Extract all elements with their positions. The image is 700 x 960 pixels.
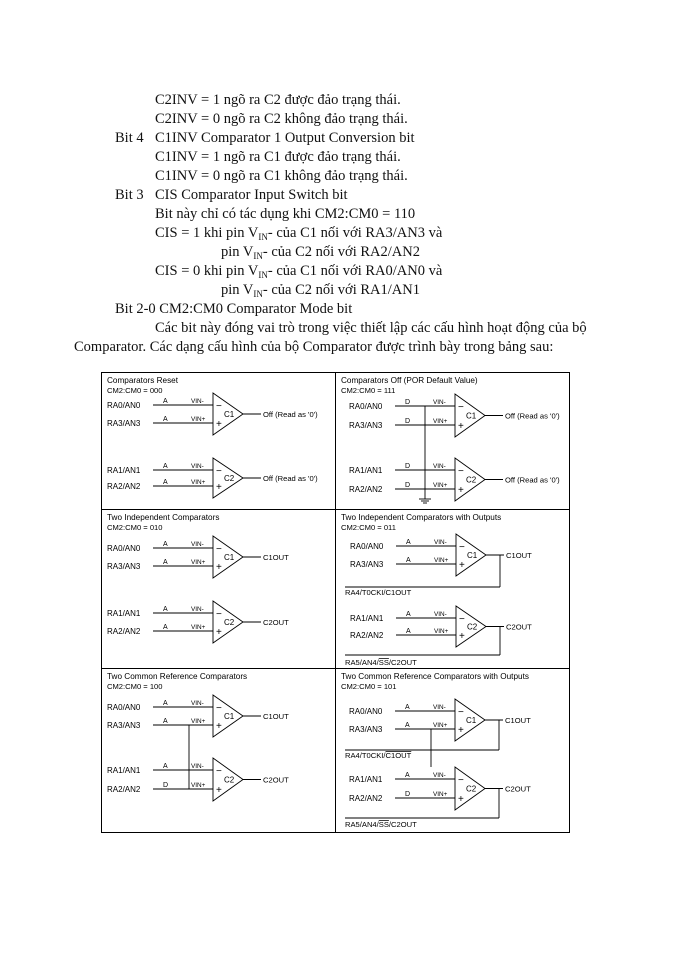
comparator-label: C2 — [224, 775, 235, 785]
vin-plus-label: VIN+ — [434, 628, 449, 635]
panel-6 — [341, 672, 531, 829]
output-label: C2OUT — [506, 622, 532, 632]
bit2-0-title: Bit 2-0 CM2:CM0 Comparator Mode bit — [115, 301, 353, 317]
output-label: C1OUT — [505, 716, 531, 725]
minus-sign: − — [459, 614, 465, 625]
cis1-line-a: CIS = 1 khi pin $V_{IN}-$ của C1 nối với RA3/AN3 và — [155, 225, 443, 242]
pin-type-label: A — [163, 541, 168, 548]
pin-type-label: A — [406, 557, 411, 564]
comparator-label: C1 — [224, 410, 235, 419]
vin-plus-label: VIN+ — [191, 718, 206, 725]
panel-title: Comparators Off (POR Default Value) — [341, 376, 478, 385]
panel-mode: CM2:CM0 = 101 — [341, 682, 397, 691]
panel-2 — [341, 376, 560, 503]
comparator-label: C2 — [224, 618, 235, 627]
vin-minus-label: VIN- — [191, 398, 204, 405]
panel-4 — [341, 513, 532, 667]
output-label: C1OUT — [263, 712, 289, 721]
paragraph-line-1: Các bit này đóng vai trò trong việc thiết lập các cấu hình hoạt động của bộ — [155, 320, 587, 336]
input-label: RA1/AN1 — [107, 609, 141, 618]
comparator-modes-figure — [101, 372, 570, 833]
input-label: RA0/AN0 — [107, 401, 141, 410]
vin-minus-label: VIN- — [433, 704, 446, 711]
comparator-label: C1 — [466, 716, 477, 725]
comparator-label: C1 — [466, 411, 477, 421]
input-label: RA0/AN0 — [349, 402, 383, 411]
vin-minus-label: VIN- — [433, 772, 446, 779]
input-label: RA1/AN1 — [349, 466, 383, 475]
input-label: RA2/AN2 — [350, 631, 384, 640]
pin-type-label: A — [163, 479, 168, 486]
c2inv-1-line: C2INV = 1 ngõ ra C2 được đảo trạng thái. — [155, 92, 401, 108]
comparator-label: C1 — [467, 551, 478, 560]
output-label: C2OUT — [263, 775, 289, 785]
input-label: RA1/AN1 — [107, 766, 141, 775]
plus-sign: + — [458, 794, 464, 805]
vin-minus-label: VIN- — [191, 606, 204, 613]
pin-type-label: A — [405, 704, 410, 711]
minus-sign: − — [459, 542, 465, 553]
minus-sign: − — [216, 466, 222, 477]
comparator-label: C2 — [466, 475, 477, 485]
minus-sign: − — [216, 766, 222, 777]
comparator-label: C1 — [224, 712, 235, 721]
vin-minus-label: VIN- — [191, 541, 204, 548]
pin-type-label: A — [163, 398, 168, 405]
pin-type-label: A — [405, 772, 410, 779]
plus-sign: + — [216, 721, 222, 732]
pin-type-label: A — [163, 463, 168, 470]
input-label: RA1/AN1 — [107, 466, 141, 475]
minus-sign: − — [216, 609, 222, 620]
bit4-label: Bit 4 — [115, 130, 144, 146]
bit3-label: Bit 3 — [115, 187, 144, 203]
minus-sign: − — [216, 401, 222, 412]
panel-5 — [107, 672, 289, 801]
pin-type-label: D — [405, 482, 411, 489]
comparator-label: C2 — [224, 474, 235, 483]
vin-plus-label: VIN+ — [434, 557, 449, 564]
pin-type-label: A — [163, 700, 168, 707]
pin-label: RA4/T0CKI/C1OUT — [345, 751, 412, 760]
output-label: Off (Read as '0') — [505, 475, 560, 485]
vin-minus-label: VIN- — [191, 763, 204, 770]
minus-sign: − — [458, 466, 464, 477]
plus-sign: + — [216, 482, 222, 493]
plus-sign: + — [216, 627, 222, 638]
panel-3 — [107, 513, 289, 643]
minus-sign: − — [458, 775, 464, 786]
panel-title: Two Independent Comparators — [107, 513, 220, 522]
vin-minus-label: VIN- — [191, 463, 204, 470]
output-label: Off (Read as '0') — [263, 474, 318, 483]
panel-mode: CM2:CM0 = 010 — [107, 523, 163, 532]
input-label: RA1/AN1 — [350, 614, 384, 623]
input-label: RA3/AN3 — [349, 725, 383, 734]
paragraph-line-2: Comparator. Các dạng cấu hình của bộ Comparator được trình bày trong bảng sau: — [74, 339, 554, 355]
vin-minus-label: VIN- — [434, 611, 447, 618]
vin-plus-label: VIN+ — [191, 624, 206, 631]
comparator-label: C2 — [467, 622, 478, 632]
pin-type-label: A — [163, 718, 168, 725]
input-label: RA1/AN1 — [349, 775, 383, 784]
pin-type-label: A — [405, 722, 410, 729]
panel-title: Comparators Reset — [107, 376, 178, 385]
input-label: RA3/AN3 — [107, 721, 141, 730]
pin-label: RA5/AN4/SS/C2OUT — [345, 820, 417, 829]
vin-plus-label: VIN+ — [191, 479, 206, 486]
input-label: RA0/AN0 — [107, 703, 141, 712]
vin-plus-label: VIN+ — [191, 416, 206, 423]
cis-note-line: Bit này chỉ có tác dụng khi CM2:CM0 = 110 — [155, 206, 416, 222]
c1inv-1-line: C1INV = 1 ngõ ra C1 được đảo trạng thái. — [155, 149, 401, 165]
vin-minus-label: VIN- — [433, 463, 446, 470]
pin-type-label: A — [163, 416, 168, 423]
vin-plus-label: VIN+ — [433, 791, 448, 798]
pin-type-label: A — [406, 628, 411, 635]
panel-mode: CM2:CM0 = 100 — [107, 682, 163, 691]
input-label: RA0/AN0 — [107, 544, 141, 553]
input-label: RA3/AN3 — [107, 419, 141, 428]
pin-type-label: D — [405, 463, 411, 470]
bit4-title: C1INV Comparator 1 Output Conversion bit — [155, 130, 415, 146]
input-label: RA2/AN2 — [349, 794, 383, 803]
plus-sign: + — [458, 725, 464, 736]
plus-sign: + — [458, 485, 464, 496]
minus-sign: − — [458, 402, 464, 413]
plus-sign: + — [216, 562, 222, 573]
pin-label: RA4/T0CKI/C1OUT — [345, 588, 412, 597]
cis1-line-b: pin $V_{IN}-$ của C2 nối với RA2/AN2 — [221, 244, 420, 261]
bit3-title: CIS Comparator Input Switch bit — [155, 187, 348, 203]
pin-type-label: A — [163, 606, 168, 613]
c1inv-0-line: C1INV = 0 ngõ ra C1 không đảo trạng thái. — [155, 168, 408, 184]
minus-sign: − — [458, 707, 464, 718]
comparator-label: C1 — [224, 553, 235, 562]
input-label: RA0/AN0 — [349, 707, 383, 716]
minus-sign: − — [216, 703, 222, 714]
output-label: C1OUT — [263, 553, 289, 562]
pin-type-label: D — [405, 399, 411, 406]
plus-sign: + — [459, 631, 465, 642]
input-label: RA3/AN3 — [350, 560, 384, 569]
input-label: RA0/AN0 — [350, 542, 384, 551]
vin-minus-label: VIN- — [434, 539, 447, 546]
plus-sign: + — [458, 421, 464, 432]
output-label: C2OUT — [505, 784, 531, 794]
pin-type-label: A — [163, 763, 168, 770]
panel-1 — [107, 376, 318, 498]
comparator-label: C2 — [466, 784, 477, 794]
output-label: Off (Read as '0') — [263, 410, 318, 419]
input-label: RA2/AN2 — [107, 482, 141, 491]
pin-type-label: D — [405, 791, 411, 798]
plus-sign: + — [459, 560, 465, 571]
pin-type-label: A — [163, 559, 168, 566]
panel-mode: CM2:CM0 = 111 — [341, 386, 396, 395]
input-label: RA2/AN2 — [107, 627, 141, 636]
input-label: RA3/AN3 — [107, 562, 141, 571]
input-label: RA2/AN2 — [349, 485, 383, 494]
panel-mode: CM2:CM0 = 011 — [341, 523, 396, 532]
pin-type-label: A — [406, 539, 411, 546]
input-label: RA2/AN2 — [107, 785, 141, 794]
pin-type-label: D — [405, 418, 411, 425]
c2inv-0-line: C2INV = 0 ngõ ra C2 không đảo trạng thái. — [155, 111, 408, 127]
pin-type-label: A — [406, 611, 411, 618]
vin-plus-label: VIN+ — [433, 722, 448, 729]
cis0-line-b: pin $V_{IN}-$ của C2 nối với RA1/AN1 — [221, 282, 420, 299]
vin-minus-label: VIN- — [433, 399, 446, 406]
input-label: RA3/AN3 — [349, 421, 383, 430]
vin-plus-label: VIN+ — [191, 782, 206, 789]
pin-type-label: A — [163, 624, 168, 631]
output-label: C1OUT — [506, 551, 532, 560]
pin-label: RA5/AN4/SS/C2OUT — [345, 658, 417, 667]
panel-mode: CM2:CM0 = 000 — [107, 386, 163, 395]
vin-plus-label: VIN+ — [191, 559, 206, 566]
vin-plus-label: VIN+ — [433, 418, 448, 425]
vin-plus-label: VIN+ — [433, 482, 448, 489]
output-label: Off (Read as '0') — [505, 411, 560, 421]
pin-type-label: D — [163, 782, 169, 789]
cis0-line-a: CIS = 0 khi pin $V_{IN}-$ của C1 nối với RA0/AN0 và — [155, 263, 443, 280]
vin-minus-label: VIN- — [191, 700, 204, 707]
minus-sign: − — [216, 544, 222, 555]
output-label: C2OUT — [263, 618, 289, 627]
plus-sign: + — [216, 785, 222, 796]
panel-title: Two Common Reference Comparators — [107, 672, 248, 681]
panel-title: Two Independent Comparators with Outputs — [341, 513, 502, 522]
plus-sign: + — [216, 419, 222, 430]
panel-title: Two Common Reference Comparators with Outputs — [341, 672, 529, 681]
